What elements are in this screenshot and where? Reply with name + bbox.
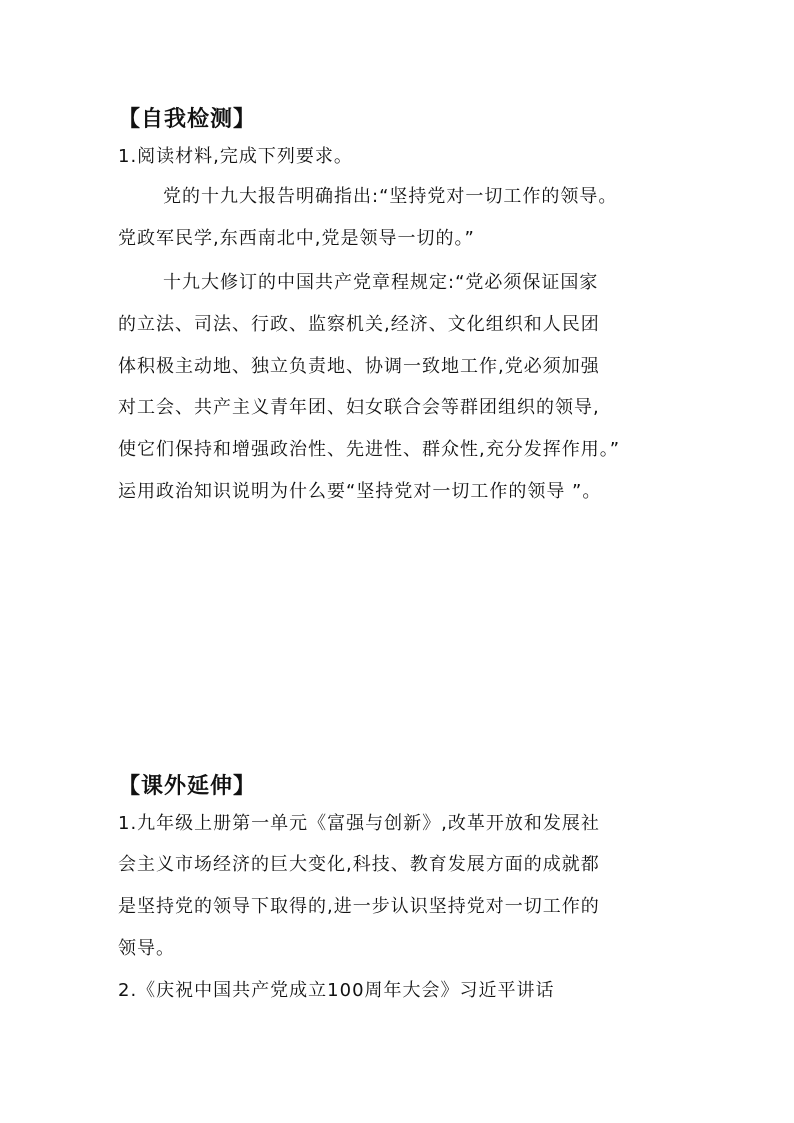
- material-paragraph-1-line-2: 党政军民学,东西南北中,党是领导一切的。”: [118, 228, 475, 249]
- material-paragraph-2-line-5: 使它们保持和增强政治性、先进性、群众性,充分发挥作用。”: [118, 439, 621, 460]
- question-1-requirement: 运用政治知识说明为什么要“坚持党对一切工作的领导 ”。: [118, 481, 602, 502]
- material-paragraph-2-line-2: 的立法、司法、行政、监察机关,经济、文化组织和人民团: [118, 314, 600, 335]
- extension-item-1-line-3: 是坚持党的领导下取得的,进一步认识坚持党对一切工作的: [118, 896, 600, 917]
- section-heading-extension: 【课外延伸】: [118, 774, 257, 799]
- material-paragraph-2-line-3: 体积极主动地、独立负责地、协调一致地工作,党必须加强: [118, 356, 600, 377]
- material-paragraph-1-line-1: 党的十九大报告明确指出:“坚持党对一切工作的领导。: [163, 186, 618, 207]
- material-paragraph-2-line-1: 十九大修订的中国共产党章程规定:“党必须保证国家: [163, 272, 599, 293]
- extension-item-1-line-2: 会主义市场经济的巨大变化,科技、教育发展方面的成就都: [118, 854, 600, 875]
- material-paragraph-2-line-4: 对工会、共产主义青年团、妇女联合会等群团组织的领导,: [118, 397, 600, 418]
- extension-item-1-line-1: 1.九年级上册第一单元《富强与创新》,改革开放和发展社: [118, 813, 600, 834]
- extension-item-1-line-4: 领导。: [118, 938, 175, 959]
- section-heading-self-test: 【自我检测】: [118, 107, 257, 132]
- extension-item-2: 2.《庆祝中国共产党成立100周年大会》习近平讲话: [118, 980, 555, 1001]
- question-1-prompt: 1.阅读材料,完成下列要求。: [118, 146, 353, 167]
